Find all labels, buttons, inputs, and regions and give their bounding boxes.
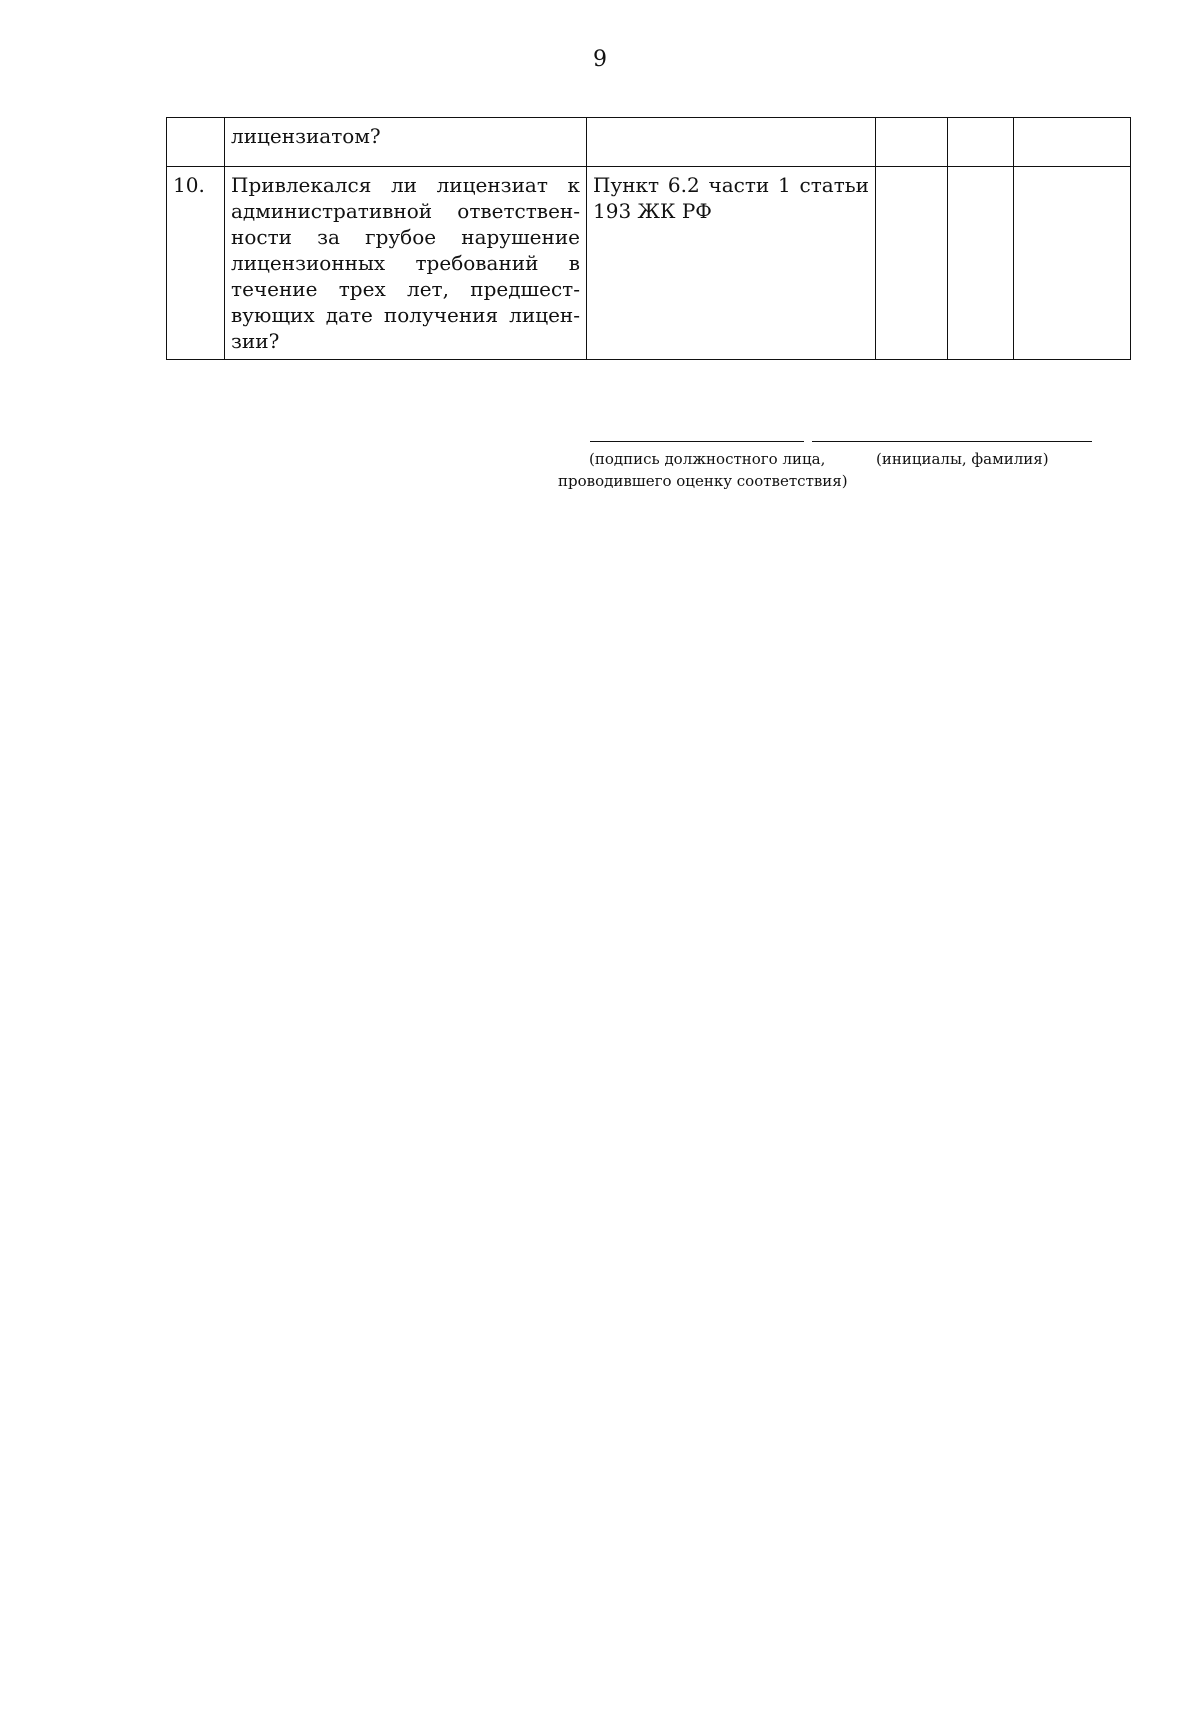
checklist-table <box>166 117 1131 360</box>
legal-reference-cell <box>587 118 876 167</box>
table-row <box>167 167 1131 360</box>
question-cell: лицензиатом? <box>225 118 587 167</box>
row-number-cell: 10. <box>167 167 225 360</box>
signature-line <box>590 441 804 442</box>
signature-caption-continued: проводившего оценку соответствия) <box>558 472 848 490</box>
answer-cell-no <box>948 167 1014 360</box>
signature-block <box>540 441 1100 501</box>
table-row <box>167 118 1131 167</box>
initials-line <box>812 441 1092 442</box>
page-number: 9 <box>593 47 607 72</box>
notes-cell <box>1014 118 1131 167</box>
notes-cell <box>1014 167 1131 360</box>
answer-cell-yes <box>876 118 948 167</box>
row-number-cell <box>167 118 225 167</box>
answer-cell-no <box>948 118 1014 167</box>
signature-caption: (подпись должностного лица, <box>589 450 826 468</box>
initials-caption: (инициалы, фамилия) <box>876 450 1049 468</box>
question-cell: Привлекался ли лицензиат к административной ответствен-ности за грубое нарушение лицензионных требований в течение трех лет, предшест-вующих дате получения лицен-зии? <box>225 167 587 360</box>
answer-cell-yes <box>876 167 948 360</box>
legal-reference-cell: Пункт 6.2 части 1 статьи 193 ЖК РФ <box>587 167 876 360</box>
